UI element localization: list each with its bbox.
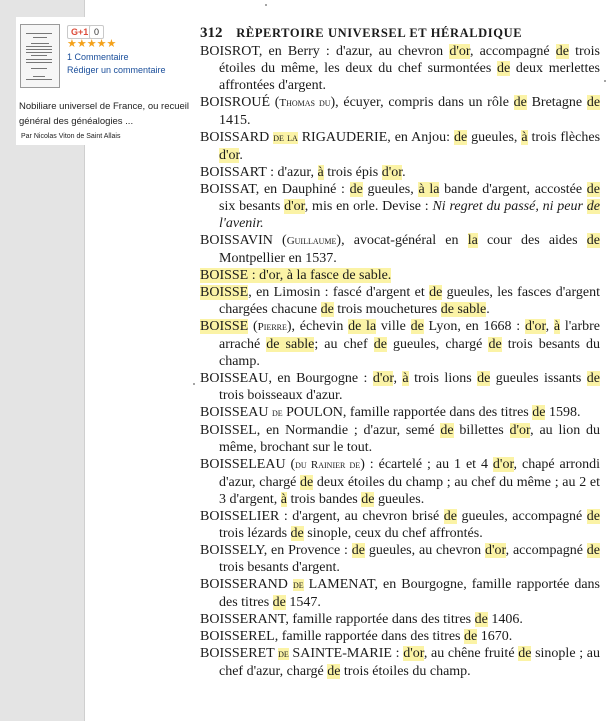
highlighted-text: de bbox=[290, 526, 304, 541]
entry-text: BOISSELIER bbox=[200, 509, 280, 524]
running-head: RÈPERTOIRE UNIVERSEL ET HÉRALDIQUE bbox=[236, 26, 523, 40]
entry-text: sinople ; au chef d'azur, chargé bbox=[219, 646, 600, 679]
entry-text: BOISSAVIN bbox=[200, 233, 273, 248]
entry-text: , en Limosin : fascé d'argent et bbox=[248, 285, 430, 300]
highlighted-text: à bbox=[280, 492, 287, 507]
book-card bbox=[16, 17, 198, 145]
entry-text: ) : écartelé ; au 1 et 4 bbox=[360, 457, 493, 472]
entry-text: , bbox=[545, 319, 554, 334]
scan-speck bbox=[265, 4, 267, 6]
entry-text: ( bbox=[248, 319, 258, 334]
entry-text: du Rainier de bbox=[295, 459, 361, 471]
entry-text: , accompagné bbox=[505, 543, 587, 558]
entry-text: Thomas du bbox=[279, 97, 331, 109]
highlighted-text: à bbox=[553, 319, 561, 334]
highlighted-text: à bbox=[317, 165, 324, 180]
entry-text: BOISROT bbox=[200, 44, 259, 59]
entry-text: BOISSEREL bbox=[200, 629, 275, 644]
dictionary-entry bbox=[200, 542, 600, 576]
highlighted-text: de bbox=[513, 95, 527, 110]
highlighted-text: d'or bbox=[509, 423, 531, 438]
highlighted-text: d'or bbox=[372, 371, 394, 386]
entry-text: trois besants d'argent. bbox=[219, 560, 340, 575]
entry-text: BOISSEAU bbox=[200, 371, 269, 386]
highlighted-text: de bbox=[327, 664, 341, 679]
dictionary-entry bbox=[200, 267, 600, 284]
entry-text: BOISSAT bbox=[200, 182, 256, 197]
entry-text: , au chêne fruité bbox=[423, 646, 519, 661]
scan-speck bbox=[604, 80, 606, 82]
highlighted-text: de sable bbox=[266, 337, 315, 352]
book-cover-thumbnail[interactable] bbox=[20, 24, 60, 88]
dictionary-entry bbox=[200, 645, 600, 680]
entry-text: Pierre bbox=[257, 321, 287, 333]
entry-text: BOISSELEAU bbox=[200, 457, 286, 472]
highlighted-text: de bbox=[373, 337, 387, 352]
entry-text: BOISSERAND bbox=[200, 577, 293, 592]
entry-text: , en Provence : bbox=[263, 543, 352, 558]
entry-text: BOISSARD bbox=[200, 130, 274, 145]
dictionary-entry bbox=[200, 404, 600, 422]
entry-text: cour des aides bbox=[477, 233, 587, 248]
highlighted-text: de la bbox=[348, 319, 377, 334]
entry-text: , mis en orle. Devise : bbox=[304, 199, 433, 214]
dictionary-entry bbox=[200, 370, 600, 404]
entry-text: gueules, bbox=[362, 182, 419, 197]
highlighted-text: de bbox=[278, 648, 289, 660]
highlighted-text: d'or bbox=[484, 543, 506, 558]
highlighted-text: de bbox=[410, 319, 424, 334]
highlighted-text: de bbox=[453, 130, 468, 145]
entry-text: trois épis bbox=[323, 165, 382, 180]
page-header bbox=[200, 24, 600, 43]
entry-text: gueules issants bbox=[490, 371, 587, 386]
highlighted-text: d'or bbox=[219, 148, 240, 163]
rating-stars-icon: ★★★★★ bbox=[67, 37, 117, 50]
entry-text: BOISSEL bbox=[200, 423, 257, 438]
dictionary-entry bbox=[200, 576, 600, 611]
entry-text: trois bandes bbox=[286, 492, 362, 507]
entry-text: de bbox=[271, 407, 283, 419]
entry-text: l'avenir. bbox=[219, 216, 264, 231]
entry-text: BOISSELY bbox=[200, 543, 264, 558]
entry-text: trois étoiles du champ. bbox=[340, 664, 471, 679]
entry-text: Bretagne bbox=[526, 95, 587, 110]
entry-text: Ni regret du passé, ni peur bbox=[432, 199, 587, 214]
entry-text: six besants bbox=[219, 199, 285, 214]
highlighted-text: à bbox=[521, 130, 528, 145]
entry-text: gueules, bbox=[467, 130, 522, 145]
book-author: Par Nicolas Viton de Saint Allais bbox=[21, 133, 121, 140]
entry-text: gueules, au chevron bbox=[365, 543, 485, 558]
highlighted-text: de bbox=[349, 182, 363, 197]
highlighted-text: de bbox=[586, 233, 600, 248]
entry-text: , famille rapportée dans des titres bbox=[342, 405, 533, 420]
entry-text: trois lézards bbox=[219, 526, 291, 541]
highlighted-text: de bbox=[272, 595, 286, 610]
entry-text: BOISSERANT bbox=[200, 612, 286, 627]
highlighted-text: de bbox=[586, 543, 600, 558]
entry-text: RIGAUDERIE, en Anjou: bbox=[297, 130, 454, 145]
entry-text: ( bbox=[272, 233, 287, 248]
highlighted-text: de bbox=[532, 405, 546, 420]
write-review-link[interactable]: Rédiger un commentaire bbox=[67, 65, 166, 75]
entry-text: 1415. bbox=[219, 113, 251, 128]
entry-text: . bbox=[239, 148, 243, 163]
entry-text: gueules, accompagné bbox=[456, 509, 587, 524]
highlighted-text: de bbox=[443, 509, 457, 524]
highlighted-text: de bbox=[320, 302, 334, 317]
highlighted-text: de bbox=[300, 475, 314, 490]
highlighted-text: de la bbox=[273, 132, 298, 144]
entries-list bbox=[200, 43, 600, 680]
entry-text: ; au chef bbox=[314, 337, 374, 352]
highlighted-text: d'or bbox=[381, 165, 403, 180]
entry-text: , en Dauphiné : bbox=[255, 182, 350, 197]
highlighted-text: de bbox=[586, 95, 601, 110]
highlighted-text: d'or bbox=[284, 199, 305, 214]
entry-text: billettes bbox=[453, 423, 510, 438]
entry-text: trois boisseaux d'azur. bbox=[219, 388, 343, 403]
highlighted-text: de bbox=[586, 509, 600, 524]
highlighted-text: BOISSE : d'or, à la fasce de sable. bbox=[200, 268, 392, 283]
entry-text: sinople, ceux du chef affrontés. bbox=[303, 526, 483, 541]
entry-text: trois mouchetures bbox=[333, 302, 441, 317]
book-page bbox=[200, 24, 600, 680]
entry-text: , en Bourgogne, famille rapportée dans des titres bbox=[219, 577, 601, 610]
dictionary-entry bbox=[200, 318, 600, 370]
dictionary-entry bbox=[200, 284, 600, 318]
entry-text: gueules, les fasces d'argent chargées chacune bbox=[219, 285, 600, 317]
entry-text: LAMENAT bbox=[303, 577, 375, 592]
dictionary-entry bbox=[200, 94, 600, 129]
entry-text: BOISSART bbox=[200, 165, 267, 180]
entry-text: . bbox=[402, 165, 406, 180]
highlighted-text: de bbox=[586, 182, 601, 197]
page-number: 312 bbox=[200, 25, 223, 41]
highlighted-text: de bbox=[496, 61, 511, 76]
highlighted-text: d'or bbox=[449, 44, 470, 59]
entry-text: deux étoiles du champ ; au chef du même ; au 2 et 3 d'argent, bbox=[219, 475, 601, 507]
entry-text: trois étoiles du même, les deux du chef surmontées bbox=[219, 44, 600, 76]
entry-text: SAINTE-MARIE : bbox=[288, 646, 404, 661]
entry-text: Guillaume bbox=[286, 235, 337, 247]
dictionary-entry bbox=[200, 129, 600, 164]
highlighted-text: de bbox=[477, 371, 491, 386]
scan-speck bbox=[193, 383, 195, 385]
dictionary-entry bbox=[200, 164, 600, 181]
entry-text: , bbox=[393, 371, 403, 386]
entry-text: ), avocat-général en bbox=[336, 233, 468, 248]
entry-text: : d'azur, bbox=[266, 165, 318, 180]
reviews-link[interactable]: 1 Commentaire bbox=[67, 52, 129, 62]
highlighted-text: de bbox=[586, 199, 600, 214]
highlighted-text: de bbox=[464, 629, 478, 644]
highlighted-text: de bbox=[518, 646, 532, 661]
entry-text: trois besants du champ. bbox=[219, 337, 600, 369]
entry-text: trois flèches bbox=[527, 130, 601, 145]
highlighted-text: de bbox=[292, 579, 304, 591]
highlighted-text: BOISSE bbox=[200, 319, 249, 334]
entry-text: BOISROUÉ bbox=[200, 95, 271, 110]
highlighted-text: à la bbox=[418, 182, 440, 197]
entry-text: ville bbox=[376, 319, 411, 334]
entry-text: 1598. bbox=[545, 405, 581, 420]
entry-text: 1406. bbox=[487, 612, 523, 627]
highlighted-text: la bbox=[467, 233, 478, 248]
entry-text: bande d'argent, accostée bbox=[439, 182, 587, 197]
entry-text: ( bbox=[285, 457, 296, 472]
entry-text: gueules. bbox=[374, 492, 425, 507]
highlighted-text: de sable bbox=[440, 302, 487, 317]
highlighted-text: de bbox=[488, 337, 502, 352]
entry-text: , famille rapportée dans des titres bbox=[274, 629, 465, 644]
entry-text: trois lions bbox=[408, 371, 478, 386]
entry-text: ), écuyer, compris dans un rôle bbox=[330, 95, 514, 110]
highlighted-text: d'or bbox=[492, 457, 514, 472]
dictionary-entry bbox=[200, 232, 600, 267]
entry-text: BOISSEAU bbox=[200, 405, 272, 420]
entry-text: 1547. bbox=[285, 595, 321, 610]
entry-text: deux merlettes affrontées d'argent. bbox=[219, 61, 601, 93]
highlighted-text: d'or bbox=[403, 646, 424, 661]
google-plus-count: 0 bbox=[89, 25, 104, 39]
highlighted-text: de bbox=[474, 612, 488, 627]
dictionary-entry bbox=[200, 456, 600, 508]
highlighted-text: de bbox=[351, 543, 366, 558]
highlighted-text: à bbox=[402, 371, 409, 386]
dictionary-entry bbox=[200, 43, 600, 94]
entry-text: 1670. bbox=[477, 629, 513, 644]
book-title[interactable]: Nobiliare universel de France, ou recueil général des généalogies ... bbox=[19, 101, 190, 127]
dictionary-entry bbox=[200, 422, 600, 456]
entry-text: . bbox=[486, 302, 490, 317]
entry-text: , en Berry : d'azur, au chevron bbox=[258, 44, 450, 59]
dictionary-entry bbox=[200, 628, 600, 645]
entry-text: Lyon, en 1668 : bbox=[423, 319, 525, 334]
entry-text: POULON bbox=[282, 405, 343, 420]
entry-text: Montpellier en 1537. bbox=[219, 251, 337, 266]
entry-text: : d'argent, au chevron brisé bbox=[279, 509, 444, 524]
entry-text: , en Bourgogne : bbox=[268, 371, 373, 386]
dictionary-entry bbox=[200, 181, 600, 232]
entry-text: l'arbre arraché bbox=[219, 319, 600, 352]
entry-text: ( bbox=[270, 95, 280, 110]
highlighted-text: de bbox=[361, 492, 375, 507]
dictionary-entry bbox=[200, 611, 600, 628]
entry-text: , accompagné bbox=[469, 44, 556, 59]
entry-text: , au lion du même, brochant sur le tout. bbox=[219, 423, 601, 455]
highlighted-text: d'or bbox=[524, 319, 546, 334]
entry-text: , en Normandie ; d'azur, semé bbox=[256, 423, 441, 438]
google-plus-button[interactable]: G+1 bbox=[67, 25, 92, 39]
entry-text: , chapé arrondi d'azur, chargé bbox=[219, 457, 600, 490]
entry-text: gueules, chargé bbox=[386, 337, 489, 352]
highlighted-text: de bbox=[440, 423, 454, 438]
highlighted-text: de bbox=[586, 371, 600, 386]
entry-text: BOISSERET bbox=[200, 646, 279, 661]
highlighted-text: de bbox=[429, 285, 443, 300]
entry-text: ), échevin bbox=[286, 319, 349, 334]
highlighted-text: de bbox=[555, 44, 569, 59]
highlighted-text: BOISSE bbox=[200, 285, 249, 300]
entry-text: , famille rapportée dans des titres bbox=[285, 612, 475, 627]
dictionary-entry bbox=[200, 508, 600, 542]
